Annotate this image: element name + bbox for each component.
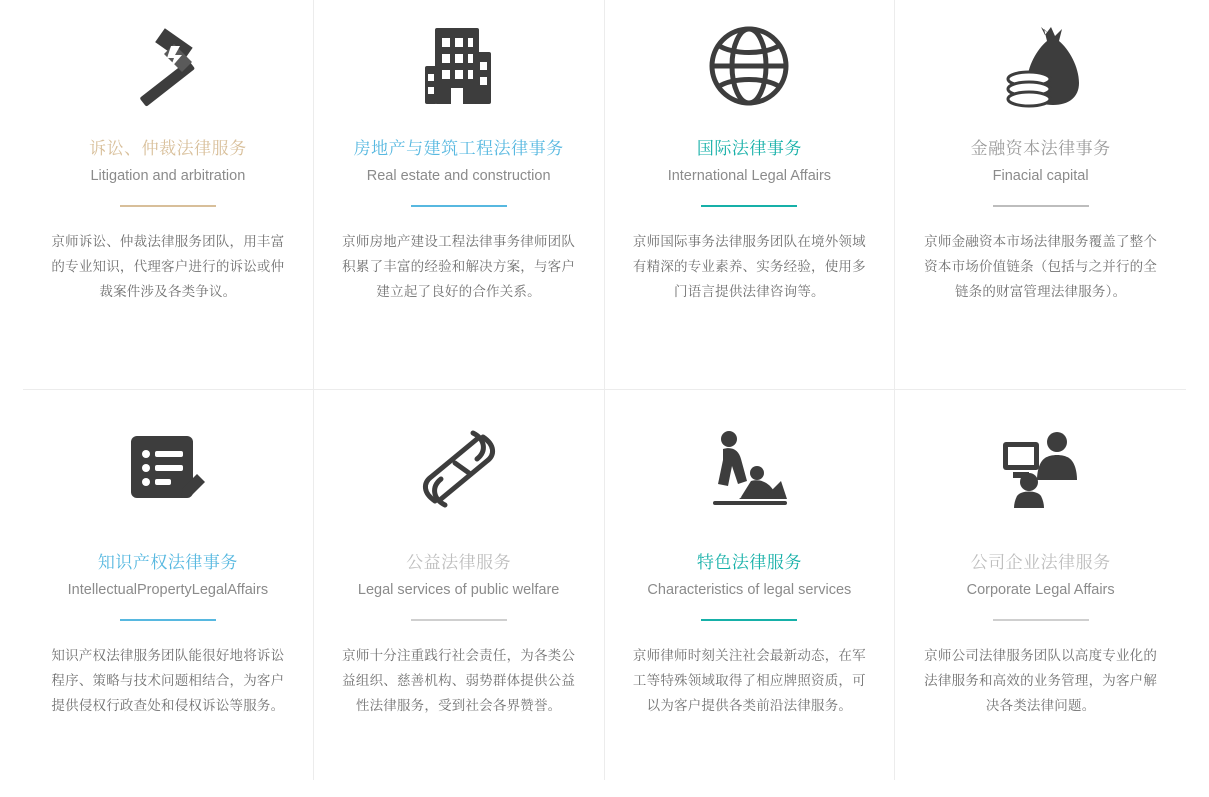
card-title-en: Litigation and arbitration: [90, 168, 246, 184]
card-divider: [993, 205, 1089, 207]
service-card-international[interactable]: [605, 0, 896, 390]
card-divider: [701, 619, 797, 621]
card-description: 知识产权法律服务团队能很好地将诉讼程序、策略与技术问题相结合，为客户提供侵权行政查处和侵权诉讼等服务。: [51, 648, 285, 713]
card-description: 京师国际事务法律服务团队在境外领域有精深的专业素养、实务经验，使用多门语言提供法律咨询等。: [632, 234, 866, 299]
card-description: 京师公司法律服务团队以高度专业化的法律服务和高效的业务管理，为客户解决各类法律问题。: [924, 648, 1158, 713]
card-divider: [411, 205, 507, 207]
card-title-cn: 国际法律事务: [696, 139, 802, 158]
workstation-people-icon: [919, 390, 1162, 550]
card-divider: [411, 619, 507, 621]
card-title-cn: 房地产与建筑工程法律事务: [353, 139, 564, 158]
rescue-people-icon: [629, 390, 871, 550]
service-card-litigation[interactable]: [23, 0, 314, 390]
card-divider: [120, 619, 216, 621]
card-divider: [701, 205, 797, 207]
card-description: 京师诉讼、仲裁法律服务团队，用丰富的专业知识，代理客户进行的诉讼或仲裁案件涉及各类争议。: [51, 234, 285, 299]
card-description: 京师金融资本市场法律服务覆盖了整个资本市场价值链条（包括与之并行的全链条的财富管理法律服务）。: [924, 234, 1158, 299]
card-title-en: Finacial capital: [992, 168, 1089, 184]
card-title-en: Characteristics of legal services: [647, 582, 852, 598]
card-title-cn: 金融资本法律事务: [970, 139, 1111, 158]
service-card-characteristic[interactable]: [605, 390, 896, 780]
building-icon: [338, 0, 580, 132]
document-edit-icon: [47, 390, 289, 550]
card-divider: [120, 205, 216, 207]
money-bag-icon: [919, 0, 1162, 132]
scroll-icon: [338, 390, 580, 550]
card-divider: [993, 619, 1089, 621]
card-title-en: Real estate and construction: [366, 168, 551, 184]
service-card-public-welfare[interactable]: [314, 390, 605, 780]
card-title-cn: 公益法律服务: [406, 553, 512, 572]
globe-icon: [629, 0, 871, 132]
card-description: 京师十分注重践行社会责任，为各类公益组织、慈善机构、弱势群体提供公益性法律服务，受到社会各界赞誉。: [342, 648, 576, 713]
service-card-intellectual-property[interactable]: [23, 390, 314, 780]
card-title-cn: 诉讼、仲裁法律服务: [89, 139, 247, 158]
service-card-corporate[interactable]: [895, 390, 1186, 780]
service-card-financial[interactable]: [895, 0, 1186, 390]
card-title-en: IntellectualPropertyLegalAffairs: [67, 582, 269, 598]
card-title-cn: 知识产权法律事务: [97, 553, 238, 572]
card-title-en: Corporate Legal Affairs: [966, 582, 1115, 598]
card-title-cn: 公司企业法律服务: [970, 553, 1111, 572]
gavel-icon: [47, 0, 289, 132]
card-title-cn: 特色法律服务: [696, 553, 802, 572]
service-card-real-estate[interactable]: [314, 0, 605, 390]
card-title-en: International Legal Affairs: [667, 168, 832, 184]
card-description: 京师律师时刻关注社会最新动态，在军工等特殊领域取得了相应牌照资质，可以为客户提供各类前沿法律服务。: [632, 648, 866, 713]
card-title-en: Legal services of public welfare: [357, 582, 560, 598]
service-card-grid: [23, 0, 1186, 780]
card-description: 京师房地产建设工程法律事务律师团队积累了丰富的经验和解决方案，与客户建立起了良好的合作关系。: [342, 234, 576, 299]
